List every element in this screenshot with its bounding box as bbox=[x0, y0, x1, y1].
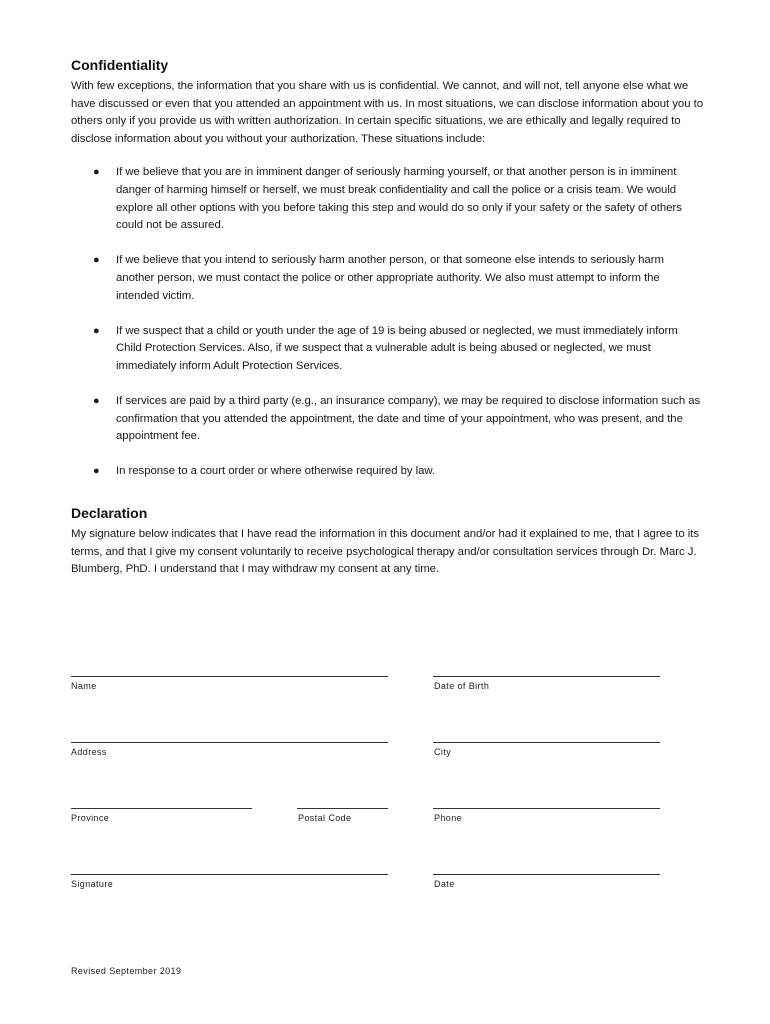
confidentiality-heading: Confidentiality bbox=[71, 57, 169, 73]
name-label: Name bbox=[71, 681, 97, 691]
date-of-birth-field[interactable] bbox=[433, 676, 660, 677]
document-content bbox=[71, 56, 703, 579]
province-field[interactable] bbox=[71, 808, 252, 809]
city-field[interactable] bbox=[433, 742, 660, 743]
phone-label: Phone bbox=[434, 813, 463, 823]
list-item bbox=[71, 164, 703, 234]
list-item bbox=[71, 393, 703, 446]
list-item-text: If we believe that you are in imminent danger of seriously harming yourself, or that another person is in imminent danger of harming himself or herself, we must break confidentiality and call the police or a crisis team. We would explore all other options with you before taking this step and would do so only if your safety or the safety of others could not be assured. bbox=[116, 166, 682, 232]
list-item bbox=[71, 252, 703, 305]
list-item bbox=[71, 463, 703, 481]
list-item-text: In response to a court order or where otherwise required by law. bbox=[116, 465, 436, 478]
name-field[interactable] bbox=[71, 676, 388, 677]
bullet-icon: ● bbox=[93, 324, 100, 337]
signature-field[interactable] bbox=[71, 874, 388, 875]
phone-field[interactable] bbox=[433, 808, 660, 809]
list-item bbox=[71, 323, 703, 376]
address-label: Address bbox=[71, 747, 107, 757]
date-field[interactable] bbox=[433, 874, 660, 875]
bullet-icon: ● bbox=[93, 166, 100, 179]
date-label: Date bbox=[434, 879, 455, 889]
confidentiality-exceptions-list bbox=[71, 164, 703, 481]
signature-label: Signature bbox=[71, 879, 114, 889]
declaration-text: My signature below indicates that I have read the information in this document and/or had it explained to me, that I agree to its terms, and that I give my consent voluntarily to receive psychological therapy and/or consultation services through Dr. Marc J. Blumberg, PhD. I understand that I may withdraw my consent at any time. bbox=[71, 528, 699, 576]
list-item-text: If services are paid by a third party (e.g., an insurance company), we may be required to disclose information such as confirmation that you attended the appointment, the date and time of your appointment, who was present, and the appointment fee. bbox=[116, 395, 701, 443]
revision-footer: Revised September 2019 bbox=[71, 966, 182, 976]
postal-code-field[interactable] bbox=[297, 808, 388, 809]
list-item-text: If we believe that you intend to seriously harm another person, or that someone else intends to seriously harm another person, we must contact the police or other appropriate authority. We also must attempt to inform the intended victim. bbox=[116, 254, 664, 302]
confidentiality-intro: With few exceptions, the information that you share with us is confidential. We cannot, and will not, tell anyone else what we have discussed or even that you attended an appointment with us. In most situations, we can disclose information about you to others only if you provide us with written authorization. In certain specific situations, we are ethically and legally required to disclose information about you without your authorization. These situations include: bbox=[71, 80, 704, 145]
bullet-icon: ● bbox=[93, 395, 100, 408]
list-item-text: If we suspect that a child or youth under the age of 19 is being abused or neglected, we must immediately inform Child Protection Services. Also, if we suspect that a vulnerable adult is being abused or neglected, we must immediately inform Adult Protection Services. bbox=[116, 324, 678, 372]
declaration-heading: Declaration bbox=[71, 505, 148, 522]
bullet-icon: ● bbox=[93, 465, 100, 478]
province-label: Province bbox=[71, 813, 110, 823]
postal-code-label: Postal Code bbox=[298, 813, 352, 823]
bullet-icon: ● bbox=[93, 254, 100, 267]
date-of-birth-label: Date of Birth bbox=[434, 681, 490, 691]
address-field[interactable] bbox=[71, 742, 388, 743]
city-label: City bbox=[434, 747, 452, 757]
